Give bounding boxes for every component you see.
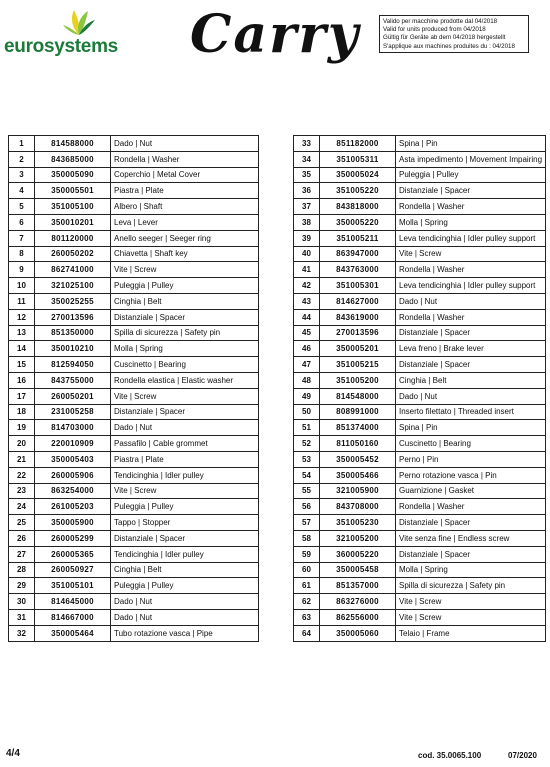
part-description: Chiavetta | Shaft key [111, 246, 259, 262]
table-row [294, 451, 546, 467]
page-number: 4/4 [6, 748, 20, 759]
part-description: Albero | Shaft [111, 199, 259, 215]
item-number: 4 [9, 183, 35, 199]
item-number: 58 [294, 530, 320, 546]
part-description: Anello seeger | Seeger ring [111, 230, 259, 246]
part-code: 350010201 [35, 214, 111, 230]
item-number: 24 [9, 499, 35, 515]
part-code: 843619000 [320, 309, 396, 325]
part-description: Vite | Screw [396, 594, 546, 610]
part-description: Distanziale | Spacer [111, 404, 259, 420]
part-description: Telaio | Frame [396, 625, 546, 641]
table-row [9, 388, 259, 404]
part-code: 351005230 [320, 515, 396, 531]
item-number: 39 [294, 230, 320, 246]
table-row [294, 546, 546, 562]
part-description: Puleggia | Pulley [396, 167, 546, 183]
part-description: Spilla di sicurezza | Safety pin [111, 325, 259, 341]
part-code: 843763000 [320, 262, 396, 278]
part-code: 350005464 [35, 625, 111, 641]
part-code: 270013596 [35, 309, 111, 325]
part-code: 350005024 [320, 167, 396, 183]
table-row [9, 278, 259, 294]
table-row [294, 515, 546, 531]
table-row [9, 451, 259, 467]
item-number: 22 [9, 467, 35, 483]
item-number: 45 [294, 325, 320, 341]
item-number: 56 [294, 499, 320, 515]
item-number: 41 [294, 262, 320, 278]
item-number: 38 [294, 214, 320, 230]
table-row [294, 499, 546, 515]
table-row [294, 151, 546, 167]
item-number: 31 [9, 609, 35, 625]
item-number: 59 [294, 546, 320, 562]
item-number: 2 [9, 151, 35, 167]
part-description: Molla | Spring [396, 562, 546, 578]
part-code: 863276000 [320, 594, 396, 610]
item-number: 18 [9, 404, 35, 420]
part-code: 350005452 [320, 451, 396, 467]
part-description: Dado | Nut [111, 136, 259, 152]
part-code: 814588000 [35, 136, 111, 152]
part-description: Distanziale | Spacer [396, 325, 546, 341]
item-number: 30 [9, 594, 35, 610]
part-code: 862556000 [320, 609, 396, 625]
table-row [294, 183, 546, 199]
item-number: 33 [294, 136, 320, 152]
part-description: Distanziale | Spacer [396, 546, 546, 562]
table-row [9, 246, 259, 262]
part-code: 843708000 [320, 499, 396, 515]
validity-line: Valido per macchine prodotte dal 04/2018 [383, 18, 498, 25]
part-code: 260005299 [35, 530, 111, 546]
item-number: 6 [9, 214, 35, 230]
item-number: 1 [9, 136, 35, 152]
part-description: Spina | Pin [396, 420, 546, 436]
part-description: Rondella | Washer [396, 262, 546, 278]
item-number: 50 [294, 404, 320, 420]
table-row [9, 436, 259, 452]
table-row [294, 436, 546, 452]
part-description: Dado | Nut [111, 594, 259, 610]
part-description: Rondella elastica | Elastic washer [111, 372, 259, 388]
part-description: Piastra | Plate [111, 183, 259, 199]
part-description: Vite | Screw [396, 246, 546, 262]
item-number: 53 [294, 451, 320, 467]
part-description: Rondella | Washer [396, 499, 546, 515]
part-code: 814645000 [35, 594, 111, 610]
part-code: 814548000 [320, 388, 396, 404]
part-description: Piastra | Plate [111, 451, 259, 467]
table-row [294, 357, 546, 373]
part-description: Leva freno | Brake lever [396, 341, 546, 357]
part-code: 351005220 [320, 183, 396, 199]
table-row [294, 609, 546, 625]
item-number: 62 [294, 594, 320, 610]
item-number: 8 [9, 246, 35, 262]
part-code: 261005203 [35, 499, 111, 515]
part-description: Tubo rotazione vasca | Pipe [111, 625, 259, 641]
document-date: 07/2020 [508, 751, 537, 760]
part-code: 351005101 [35, 578, 111, 594]
part-code: 350005900 [35, 515, 111, 531]
table-row [9, 420, 259, 436]
part-code: 801120000 [35, 230, 111, 246]
part-description: Molla | Spring [396, 214, 546, 230]
part-code: 260005906 [35, 467, 111, 483]
part-description: Puleggia | Pulley [111, 578, 259, 594]
table-row [9, 372, 259, 388]
table-row [294, 420, 546, 436]
item-number: 47 [294, 357, 320, 373]
part-description: Asta impedimento | Movement Impairing [396, 151, 546, 167]
item-number: 57 [294, 515, 320, 531]
item-number: 3 [9, 167, 35, 183]
table-row [9, 199, 259, 215]
table-row [294, 530, 546, 546]
item-number: 11 [9, 293, 35, 309]
item-number: 25 [9, 515, 35, 531]
table-row [9, 578, 259, 594]
item-number: 10 [9, 278, 35, 294]
part-description: Guarnizione | Gasket [396, 483, 546, 499]
part-code: 851357000 [320, 578, 396, 594]
item-number: 7 [9, 230, 35, 246]
item-number: 28 [9, 562, 35, 578]
parts-table-right [293, 135, 546, 642]
item-number: 14 [9, 341, 35, 357]
part-code: 231005258 [35, 404, 111, 420]
part-code: 351005100 [35, 199, 111, 215]
part-description: Distanziale | Spacer [396, 357, 546, 373]
part-code: 350025255 [35, 293, 111, 309]
table-row [9, 515, 259, 531]
part-description: Perno | Pin [396, 451, 546, 467]
validity-line: S'applique aux machines produites du : 04/2018 [383, 42, 515, 50]
table-row [294, 483, 546, 499]
table-row [9, 325, 259, 341]
part-description: Puleggia | Pulley [111, 499, 259, 515]
part-description: Passafilo | Cable grommet [111, 436, 259, 452]
part-description: Cinghia | Belt [396, 372, 546, 388]
part-code: 321005900 [320, 483, 396, 499]
table-row [9, 404, 259, 420]
table-row [294, 594, 546, 610]
eurosystems-logo [4, 8, 164, 58]
table-row [9, 483, 259, 499]
item-number: 34 [294, 151, 320, 167]
part-description: Spilla di sicurezza | Safety pin [396, 578, 546, 594]
table-row [294, 578, 546, 594]
item-number: 26 [9, 530, 35, 546]
item-number: 63 [294, 609, 320, 625]
part-code: 863254000 [35, 483, 111, 499]
part-description: Leva tendicinghia | Idler pulley support [396, 230, 546, 246]
part-description: Distanziale | Spacer [396, 183, 546, 199]
table-row [9, 499, 259, 515]
part-description: Tendicinghia | Idler pulley [111, 467, 259, 483]
brand-name: eurosystems [4, 36, 118, 57]
item-number: 20 [9, 436, 35, 452]
part-code: 851182000 [320, 136, 396, 152]
table-row [294, 404, 546, 420]
part-code: 351005215 [320, 357, 396, 373]
table-row [294, 341, 546, 357]
part-code: 862741000 [35, 262, 111, 278]
part-code: 270013596 [320, 325, 396, 341]
part-description: Distanziale | Spacer [111, 309, 259, 325]
part-code: 863947000 [320, 246, 396, 262]
table-row [9, 609, 259, 625]
part-code: 260005365 [35, 546, 111, 562]
table-row [294, 214, 546, 230]
part-code: 851350000 [35, 325, 111, 341]
part-description: Dado | Nut [111, 609, 259, 625]
part-code: 350005403 [35, 451, 111, 467]
item-number: 43 [294, 293, 320, 309]
part-description: Perno rotazione vasca | Pin [396, 467, 546, 483]
part-code: 350005458 [320, 562, 396, 578]
part-code: 814703000 [35, 420, 111, 436]
table-row [294, 262, 546, 278]
item-number: 23 [9, 483, 35, 499]
item-number: 55 [294, 483, 320, 499]
part-code: 814627000 [320, 293, 396, 309]
item-number: 16 [9, 372, 35, 388]
part-description: Tendicinghia | Idler pulley [111, 546, 259, 562]
part-description: Distanziale | Spacer [111, 530, 259, 546]
item-number: 42 [294, 278, 320, 294]
part-description: Dado | Nut [396, 293, 546, 309]
table-row [294, 136, 546, 152]
document-code: cod. 35.0065.100 [418, 751, 482, 760]
table-row [294, 309, 546, 325]
table-row [9, 625, 259, 641]
parts-table-left [8, 135, 259, 642]
table-row [9, 546, 259, 562]
validity-box [379, 15, 529, 53]
table-row [294, 199, 546, 215]
table-row [9, 309, 259, 325]
part-description: Vite | Screw [111, 388, 259, 404]
item-number: 15 [9, 357, 35, 373]
table-row [9, 167, 259, 183]
part-code: 811050160 [320, 436, 396, 452]
item-number: 5 [9, 199, 35, 215]
part-code: 350005060 [320, 625, 396, 641]
part-code: 351005311 [320, 151, 396, 167]
table-row [294, 388, 546, 404]
part-code: 843818000 [320, 199, 396, 215]
item-number: 54 [294, 467, 320, 483]
part-code: 814667000 [35, 609, 111, 625]
part-code: 808991000 [320, 404, 396, 420]
table-row [9, 594, 259, 610]
part-code: 351005301 [320, 278, 396, 294]
part-code: 321005200 [320, 530, 396, 546]
leaf-icon [62, 8, 96, 36]
table-row [9, 357, 259, 373]
table-row [294, 246, 546, 262]
item-number: 12 [9, 309, 35, 325]
item-number: 9 [9, 262, 35, 278]
item-number: 44 [294, 309, 320, 325]
part-code: 350010210 [35, 341, 111, 357]
item-number: 13 [9, 325, 35, 341]
part-description: Vite | Screw [111, 262, 259, 278]
item-number: 61 [294, 578, 320, 594]
item-number: 35 [294, 167, 320, 183]
table-row [294, 372, 546, 388]
table-row [9, 214, 259, 230]
part-code: 351005211 [320, 230, 396, 246]
part-code: 350005201 [320, 341, 396, 357]
part-description: Inserto filettato | Threaded insert [396, 404, 546, 420]
part-description: Cuscinetto | Bearing [396, 436, 546, 452]
table-row [9, 293, 259, 309]
item-number: 40 [294, 246, 320, 262]
part-description: Cinghia | Belt [111, 293, 259, 309]
part-code: 350005090 [35, 167, 111, 183]
part-description: Coperchio | Metal Cover [111, 167, 259, 183]
table-row [9, 151, 259, 167]
item-number: 51 [294, 420, 320, 436]
part-code: 350005501 [35, 183, 111, 199]
part-description: Rondella | Washer [396, 199, 546, 215]
part-description: Vite | Screw [396, 609, 546, 625]
table-row [9, 262, 259, 278]
item-number: 64 [294, 625, 320, 641]
part-description: Tappo | Stopper [111, 515, 259, 531]
item-number: 29 [9, 578, 35, 594]
table-row [9, 562, 259, 578]
item-number: 48 [294, 372, 320, 388]
table-row [9, 530, 259, 546]
part-code: 260050201 [35, 388, 111, 404]
table-row [9, 136, 259, 152]
item-number: 27 [9, 546, 35, 562]
part-description: Leva tendicinghia | Idler pulley support [396, 278, 546, 294]
item-number: 17 [9, 388, 35, 404]
part-description: Dado | Nut [111, 420, 259, 436]
part-description: Cuscinetto | Bearing [111, 357, 259, 373]
table-row [9, 183, 259, 199]
part-description: Vite senza fine | Endless screw [396, 530, 546, 546]
part-description: Molla | Spring [111, 341, 259, 357]
item-number: 52 [294, 436, 320, 452]
item-number: 36 [294, 183, 320, 199]
product-title: Carry [190, 4, 361, 65]
table-row [294, 325, 546, 341]
item-number: 49 [294, 388, 320, 404]
part-code: 260050927 [35, 562, 111, 578]
table-row [294, 293, 546, 309]
part-description: Dado | Nut [396, 388, 546, 404]
item-number: 19 [9, 420, 35, 436]
validity-line: Valid for units produced from 04/2018 [383, 26, 486, 34]
part-code: 851374000 [320, 420, 396, 436]
part-code: 260050202 [35, 246, 111, 262]
table-row [294, 562, 546, 578]
part-description: Distanziale | Spacer [396, 515, 546, 531]
part-description: Spina | Pin [396, 136, 546, 152]
item-number: 46 [294, 341, 320, 357]
part-description: Cinghia | Belt [111, 562, 259, 578]
table-row [294, 625, 546, 641]
table-row [9, 341, 259, 357]
part-code: 843685000 [35, 151, 111, 167]
part-code: 350005220 [320, 214, 396, 230]
validity-line: Gültig für Geräte ab dem 04/2018 hergestellt [383, 34, 506, 42]
table-row [9, 230, 259, 246]
item-number: 60 [294, 562, 320, 578]
part-code: 321025100 [35, 278, 111, 294]
table-row [9, 467, 259, 483]
item-number: 21 [9, 451, 35, 467]
part-code: 812594050 [35, 357, 111, 373]
part-code: 350005466 [320, 467, 396, 483]
item-number: 37 [294, 199, 320, 215]
part-code: 351005200 [320, 372, 396, 388]
part-description: Puleggia | Pulley [111, 278, 259, 294]
part-code: 220010909 [35, 436, 111, 452]
part-description: Rondella | Washer [111, 151, 259, 167]
table-row [294, 167, 546, 183]
table-row [294, 467, 546, 483]
item-number: 32 [9, 625, 35, 641]
part-description: Rondella | Washer [396, 309, 546, 325]
part-description: Vite | Screw [111, 483, 259, 499]
part-code: 843755000 [35, 372, 111, 388]
table-row [294, 230, 546, 246]
table-row [294, 278, 546, 294]
part-code: 360005220 [320, 546, 396, 562]
part-description: Leva | Lever [111, 214, 259, 230]
